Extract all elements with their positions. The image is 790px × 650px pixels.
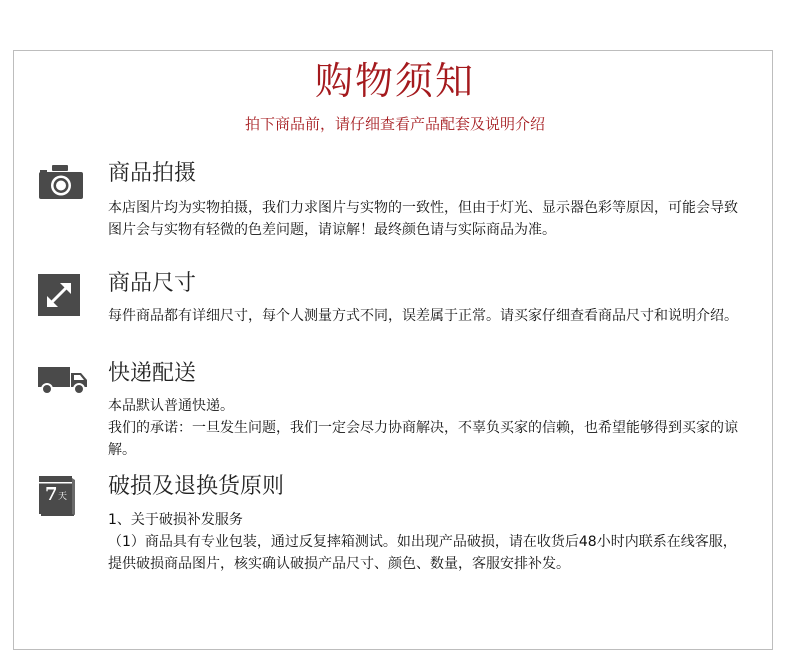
section-body <box>108 197 738 241</box>
section-text: 1、关于破损补发服务 <box>108 512 243 528</box>
section-body <box>108 509 738 575</box>
section-body <box>108 395 738 461</box>
section-body <box>108 305 738 327</box>
section-text: （1）商品具有专业包装，通过反复摔箱测试。如出现产品破损，请在收货后48小时内联系在线客服，提供破损商品图片，核实确认破损产品尺寸、颜色、数量，客服安排补发。 <box>108 534 737 572</box>
section-title: 商品尺寸 <box>108 271 197 296</box>
page-title: 购物须知 <box>314 59 475 103</box>
section-text: 本店图片均为实物拍摄，我们力求图片与实物的一致性，但由于灯光、显示器色彩等原因，可能会导致图片会与实物有轻微的色差问题，请谅解！最终颜色请与实际商品为准。 <box>108 200 738 238</box>
calendar-day-number: 7 <box>45 484 58 505</box>
section-title: 破损及退换货原则 <box>108 474 285 499</box>
delivery-truck-icon <box>38 365 88 399</box>
section-text: 每件商品都有详细尺寸，每个人测量方式不同，误差属于正常。请买家仔细查看商品尺寸和说明介绍。 <box>108 308 738 324</box>
section-text: 我们的承诺：一旦发生问题，我们一定会尽力协商解决，不辜负买家的信赖，也希望能够得到买家的谅解。 <box>108 420 738 458</box>
resize-arrow-icon <box>38 274 80 320</box>
section-title: 商品拍摄 <box>108 161 197 186</box>
camera-icon <box>38 164 84 204</box>
calendar-7-day-icon <box>38 475 76 521</box>
calendar-day-unit: 天 <box>58 492 68 502</box>
page-subtitle: 拍下商品前，请仔细查看产品配套及说明介绍 <box>244 115 545 133</box>
section-text: 本品默认普通快递。 <box>108 398 234 414</box>
section-title: 快递配送 <box>108 361 197 386</box>
